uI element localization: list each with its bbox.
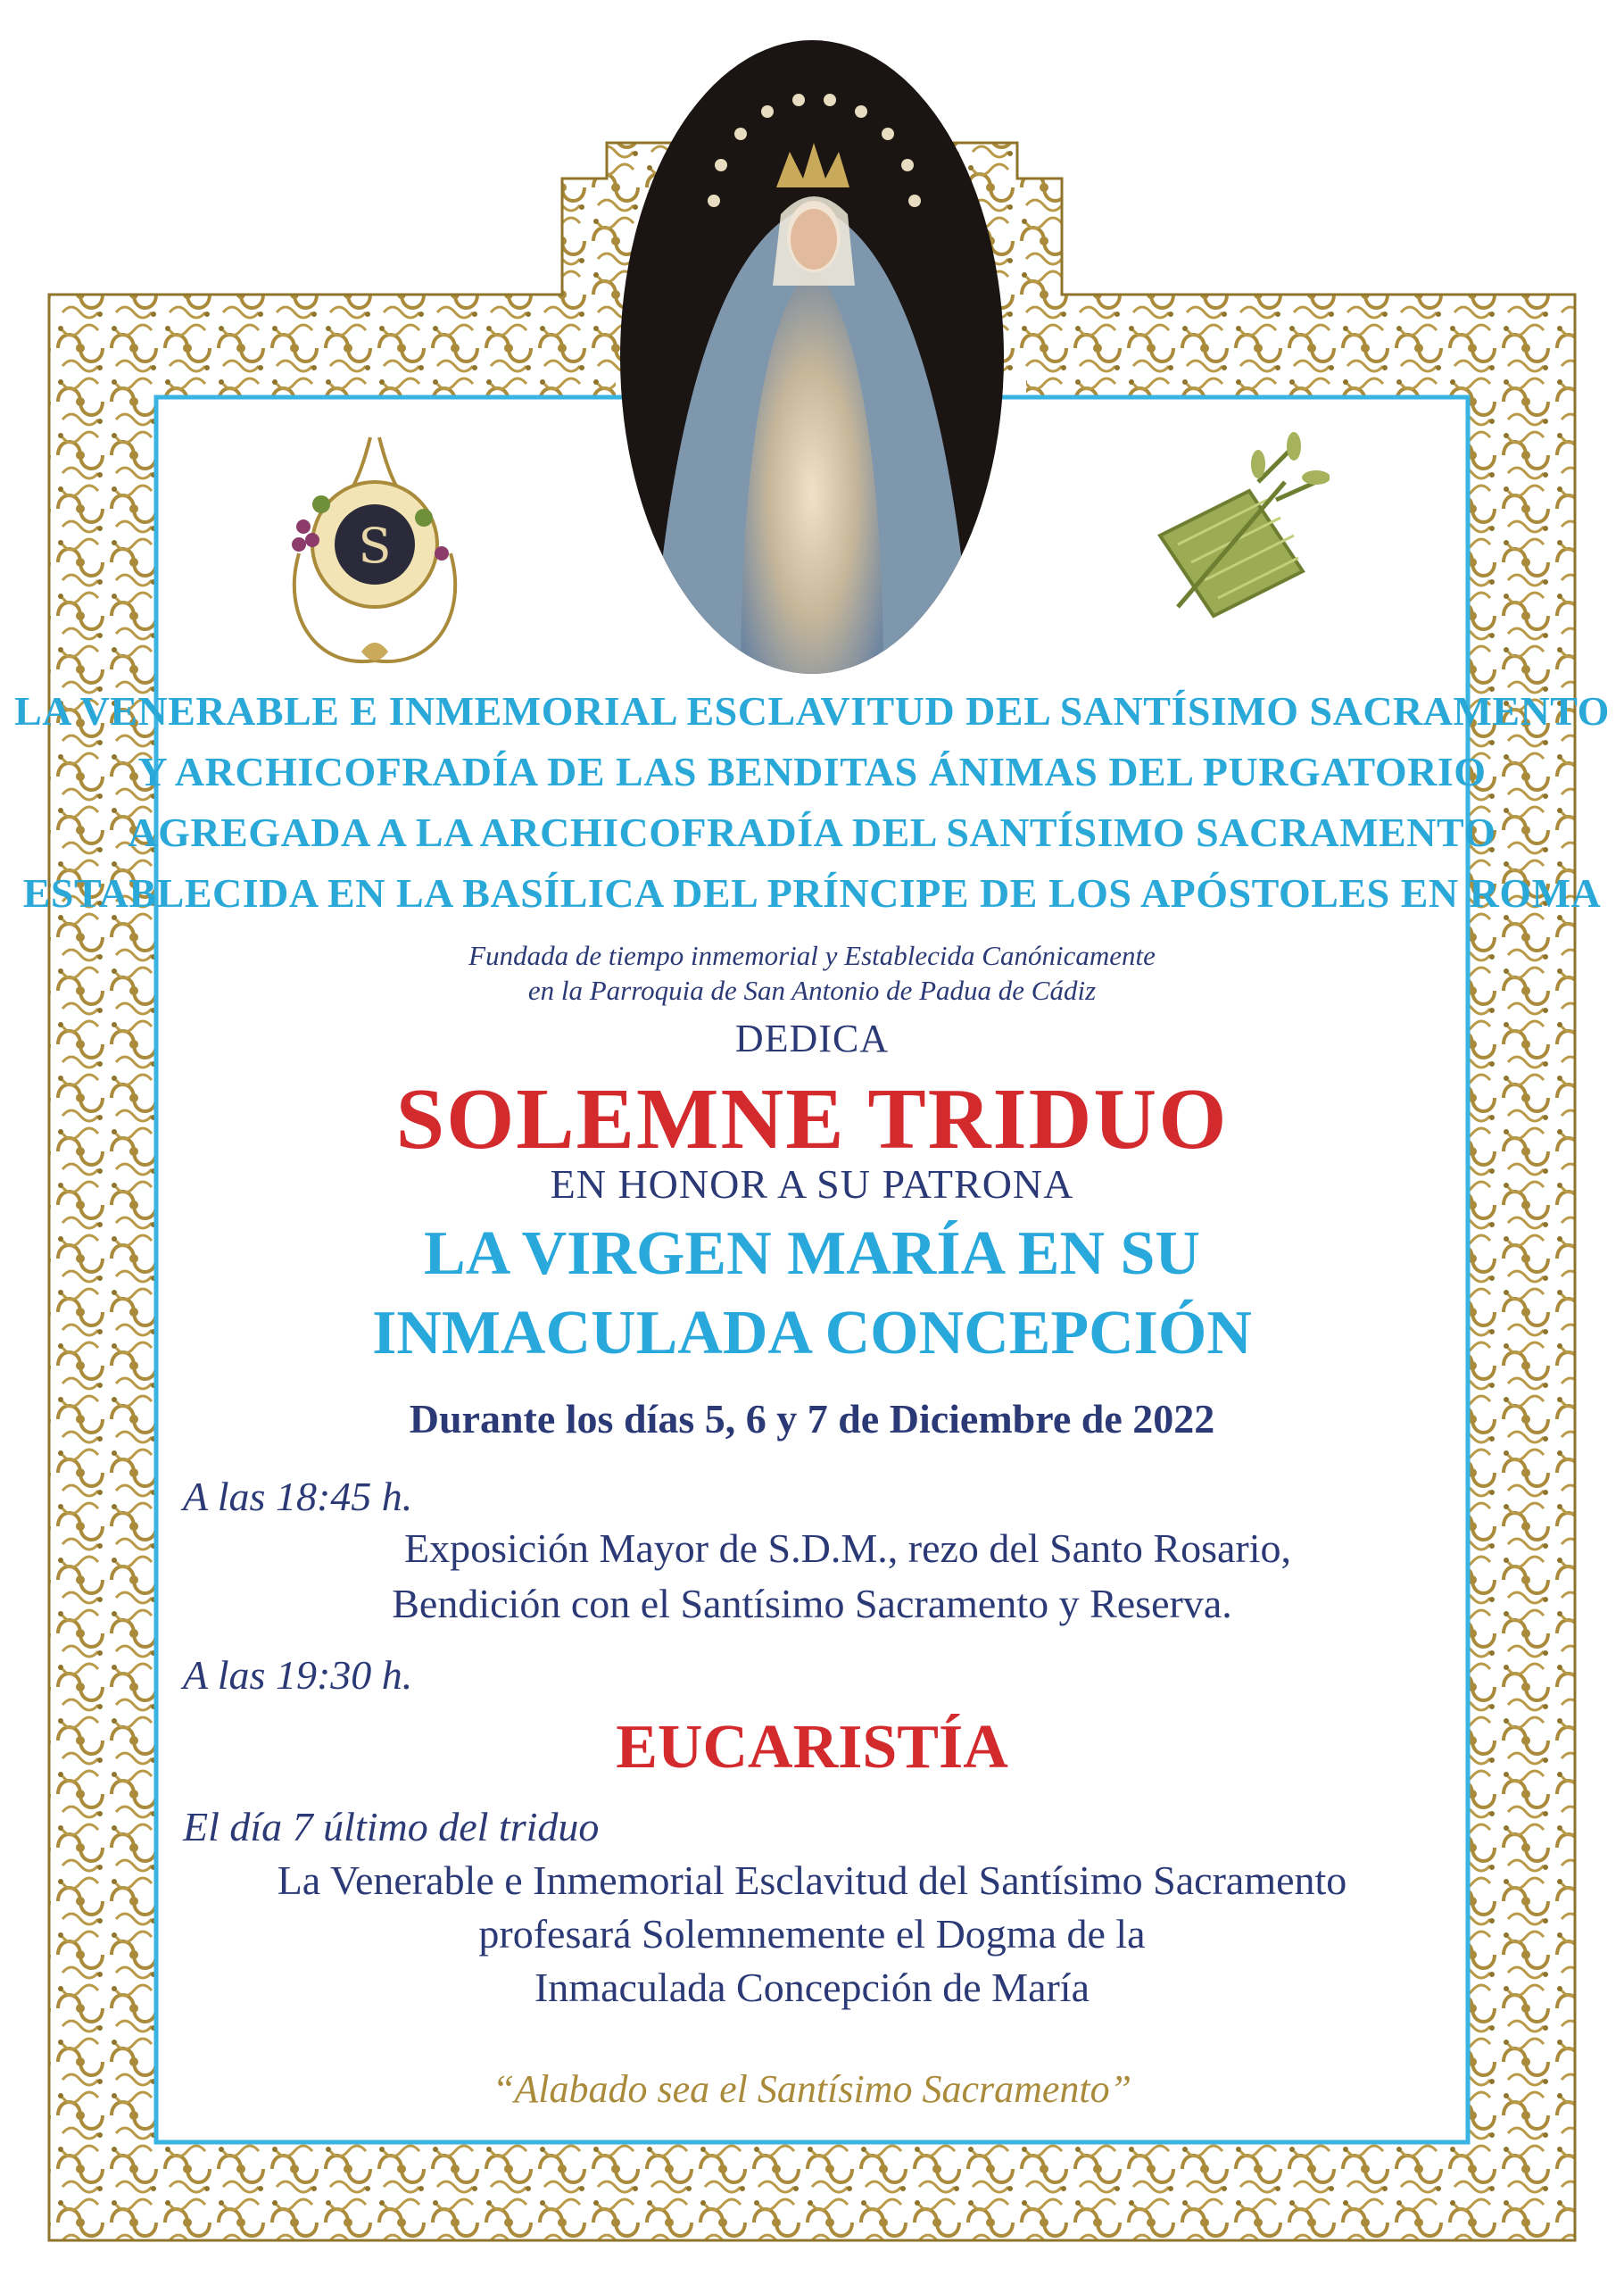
svg-text:S: S bbox=[358, 518, 392, 574]
embroidered-emblem bbox=[1124, 428, 1330, 652]
time-1-desc-2: Bendición con el Santísimo Sacramento y Reserva. bbox=[392, 1581, 1232, 1626]
dates-line: Durante los días 5, 6 y 7 de Diciembre de 2022 bbox=[409, 1396, 1215, 1442]
honor-line: EN HONOR A SU PATRONA bbox=[550, 1161, 1074, 1207]
eucaristia-label: EUCARISTÍA bbox=[616, 1713, 1008, 1782]
dedica-label: DEDICA bbox=[734, 1017, 890, 1060]
closing-quote: “Alabado sea el Santísimo Sacramento” bbox=[492, 2067, 1132, 2111]
day-7-desc-1: La Venerable e Inmemorial Esclavitud del Santísimo Sacramento bbox=[277, 1857, 1347, 1903]
header-line-1: LA VENERABLE E INMEMORIAL ESCLAVITUD DEL SANTÍSIMO SACRAMENTO bbox=[14, 688, 1610, 734]
main-title: SOLEMNE TRIDUO bbox=[395, 1071, 1229, 1167]
day-7-label: El día 7 último del triduo bbox=[183, 1804, 600, 1849]
virgin-name-line-2: INMACULADA CONCEPCIÓN bbox=[372, 1299, 1252, 1367]
day-7-desc-3: Inmaculada Concepción de María bbox=[534, 1965, 1090, 2010]
header-line-3: AGREGADA A LA ARCHICOFRADÍA DEL SANTÍSIMO SACRAMENTO bbox=[128, 810, 1496, 855]
day-7-desc-2: profesará Solemnemente el Dogma de la bbox=[478, 1911, 1146, 1957]
oval-virgin-image bbox=[616, 36, 1008, 678]
time-1-desc-1: Exposición Mayor de S.D.M., rezo del Santo Rosario, bbox=[404, 1525, 1291, 1571]
header-line-4: ESTABLECIDA EN LA BASÍLICA DEL PRÍNCIPE DE LOS APÓSTOLES EN ROMA bbox=[22, 870, 1602, 916]
virgin-name-line-1: LA VIRGEN MARÍA EN SU bbox=[424, 1219, 1200, 1288]
header-line-2: Y ARCHICOFRADÍA DE LAS BENDITAS ÁNIMAS DEL PURGATORIO bbox=[137, 749, 1487, 794]
founded-line-2: en la Parroquia de San Antonio de Padua de Cádiz bbox=[527, 975, 1097, 1006]
time-2: A las 19:30 h. bbox=[183, 1652, 413, 1698]
time-1: A las 18:45 h. bbox=[183, 1474, 413, 1519]
founded-line-1: Fundada de tiempo inmemorial y Establecida Canónicamente bbox=[468, 940, 1156, 971]
brotherhood-emblem bbox=[263, 420, 486, 687]
